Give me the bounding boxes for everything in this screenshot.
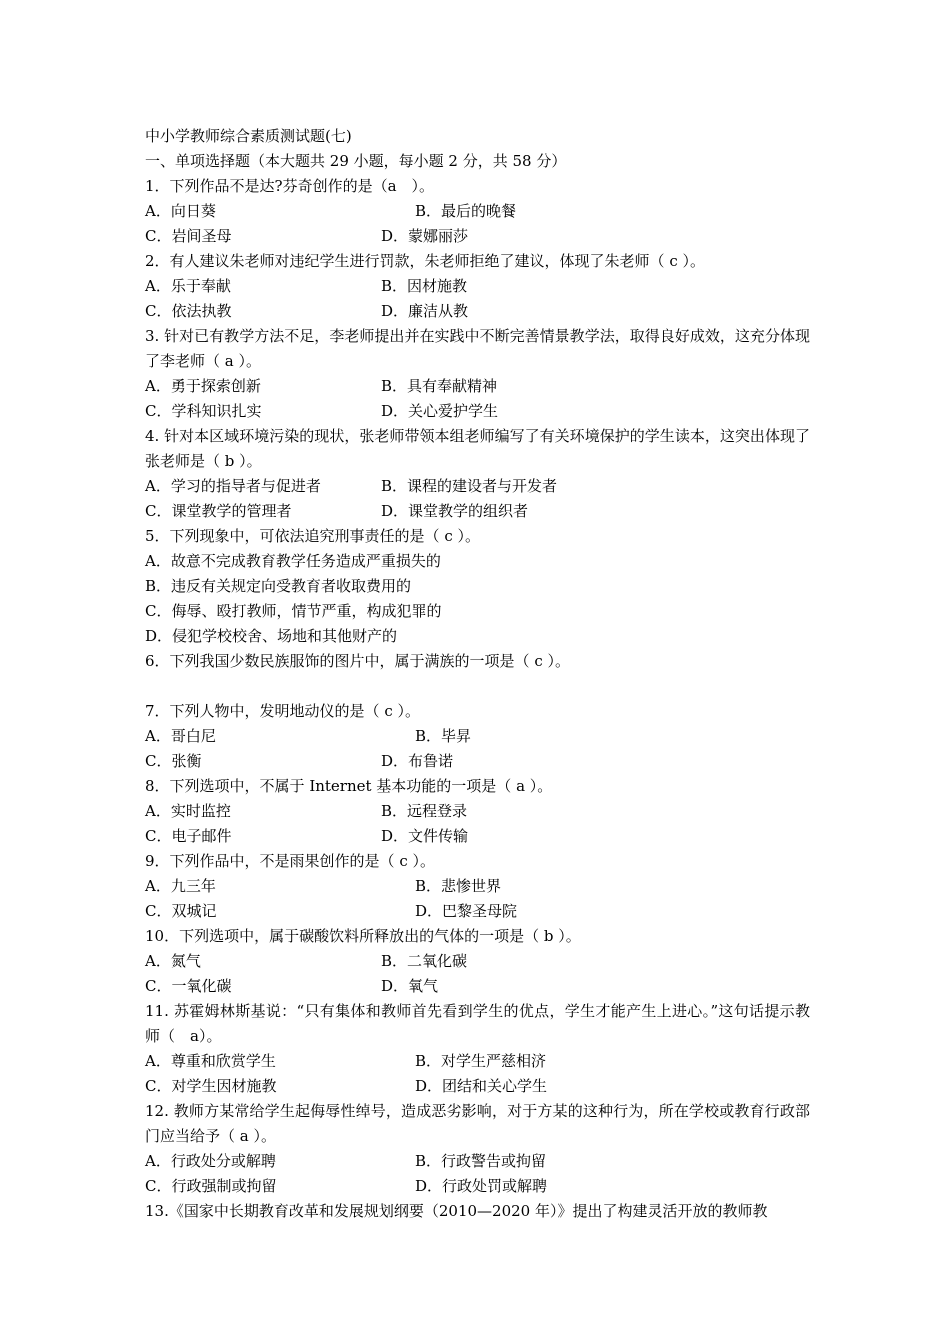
option-text: C．学科知识扎实 (145, 402, 262, 420)
question-stem: 13.《国家中长期教育改革和发展规划纲要（2010—2020 年）》提出了构建灵活开放的教师教 (145, 1202, 768, 1220)
option-text: A．行政处分或解聘 (145, 1152, 276, 1170)
option-text: A．学习的指导者与促进者 (145, 477, 321, 495)
option-text: D．氧气 (381, 977, 439, 995)
option-text: A．故意不完成教育教学任务造成严重损失的 (145, 552, 441, 570)
option-row (145, 224, 810, 249)
option-row (145, 974, 810, 999)
option-row (145, 799, 810, 824)
option-row (145, 474, 810, 499)
option-row (145, 1049, 810, 1074)
option-text: B．具有奉献精神 (381, 377, 498, 395)
option-text: C．对学生因材施教 (145, 1077, 277, 1095)
question-stem: 7．下列人物中，发明地动仪的是（ c ）。 (145, 702, 420, 720)
option-row (145, 874, 810, 899)
option-text: A．乐于奉献 (145, 277, 231, 295)
question-stem: 9．下列作品中，不是雨果创作的是（ c ）。 (145, 852, 435, 870)
question-stem: 1．下列作品不是达?芬奇创作的是（a ）。 (145, 177, 435, 195)
question-item (145, 1199, 810, 1224)
option-text: A．向日葵 (145, 202, 216, 220)
option-row (145, 1174, 810, 1199)
question-item (145, 649, 810, 699)
question-item (145, 1099, 810, 1199)
question-stem: 12. 教师方某常给学生起侮辱性绰号，造成恶劣影响，对于方某的这种行为，所在学校或教育行政部门应当给予（ a ）。 (145, 1102, 810, 1145)
option-text: B．因材施教 (381, 277, 468, 295)
question-item (145, 774, 810, 849)
question-item (145, 424, 810, 524)
option-text: D．团结和关心学生 (415, 1077, 548, 1095)
option-row (145, 199, 810, 224)
option-text: D．蒙娜丽莎 (381, 227, 469, 245)
question-item (145, 849, 810, 924)
question-stem: 8．下列选项中，不属于 Internet 基本功能的一项是（ a ）。 (145, 777, 553, 795)
option-text: B．远程登录 (381, 802, 468, 820)
question-list (145, 174, 810, 1224)
option-text: B．二氧化碳 (381, 952, 468, 970)
option-text: B．违反有关规定向受教育者收取费用的 (145, 577, 412, 595)
image-placeholder-gap (145, 674, 810, 699)
question-stem: 10．下列选项中，属于碳酸饮料所释放出的气体的一项是（ b ）。 (145, 927, 581, 945)
option-text: D．布鲁诺 (381, 752, 454, 770)
option-row (145, 1074, 810, 1099)
option-text: D．课堂教学的组织者 (381, 502, 529, 520)
option-text: D．行政处罚或解聘 (415, 1177, 548, 1195)
question-item (145, 699, 810, 774)
option-text: C．电子邮件 (145, 827, 232, 845)
question-item (145, 174, 810, 249)
option-row (145, 949, 810, 974)
option-text: C．岩间圣母 (145, 227, 232, 245)
question-stem: 11. 苏霍姆林斯基说：“只有集体和教师首先看到学生的优点，学生才能产生上进心。”这句话提示教师（ a）。 (145, 1002, 810, 1045)
question-stem: 5．下列现象中，可依法追究刑事责任的是（ c ）。 (145, 527, 480, 545)
option-text: C．张衡 (145, 752, 202, 770)
question-item (145, 999, 810, 1099)
option-text: B．行政警告或拘留 (415, 1152, 547, 1170)
option-text: B．悲惨世界 (415, 877, 502, 895)
option-text: A．勇于探索创新 (145, 377, 261, 395)
option-text: A．实时监控 (145, 802, 231, 820)
question-item (145, 324, 810, 424)
option-text: C．依法执教 (145, 302, 232, 320)
option-text: B．课程的建设者与开发者 (381, 477, 558, 495)
option-row (145, 399, 810, 424)
option-text: B．最后的晚餐 (415, 202, 517, 220)
question-item (145, 924, 810, 999)
option-text: B．毕昇 (415, 727, 472, 745)
option-row (145, 724, 810, 749)
option-text: A．九三年 (145, 877, 216, 895)
option-row (145, 274, 810, 299)
option-text: A．尊重和欣赏学生 (145, 1052, 276, 1070)
option-text: D．巴黎圣母院 (415, 902, 518, 920)
option-row (145, 374, 810, 399)
document-content (145, 124, 810, 1224)
section-heading: 一、单项选择题（本大题共 29 小题，每小题 2 分，共 58 分） (145, 152, 567, 170)
option-row (145, 499, 810, 524)
doc-title: 中小学教师综合素质测试题(七) (145, 127, 352, 145)
option-text: A．哥白尼 (145, 727, 216, 745)
question-stem: 4. 针对本区域环境污染的现状，张老师带领本组老师编写了有关环境保护的学生读本，这突出体现了张老师是（ b ）。 (145, 427, 810, 470)
option-text: D．侵犯学校校舍、场地和其他财产的 (145, 627, 398, 645)
question-stem: 2．有人建议朱老师对违纪学生进行罚款，朱老师拒绝了建议，体现了朱老师（ c ）。 (145, 252, 705, 270)
option-text: C．一氧化碳 (145, 977, 232, 995)
option-text: B．对学生严慈相济 (415, 1052, 547, 1070)
option-row (145, 824, 810, 849)
option-row (145, 1149, 810, 1174)
option-text: D．文件传输 (381, 827, 469, 845)
option-text: C．侮辱、殴打教师，情节严重，构成犯罪的 (145, 602, 442, 620)
question-stem: 3. 针对已有教学方法不足，李老师提出并在实践中不断完善情景教学法，取得良好成效，这充分体现了李老师（ a ）。 (145, 327, 810, 370)
option-text: D．关心爱护学生 (381, 402, 499, 420)
option-text: C．行政强制或拘留 (145, 1177, 277, 1195)
question-item (145, 249, 810, 324)
option-row (145, 749, 810, 774)
question-stem: 6．下列我国少数民族服饰的图片中，属于满族的一项是（ c ）。 (145, 652, 570, 670)
option-text: D．廉洁从教 (381, 302, 469, 320)
option-text: C．双城记 (145, 902, 217, 920)
option-text: C．课堂教学的管理者 (145, 502, 292, 520)
question-item (145, 524, 810, 649)
option-row (145, 299, 810, 324)
option-row (145, 899, 810, 924)
option-text: A．氮气 (145, 952, 201, 970)
